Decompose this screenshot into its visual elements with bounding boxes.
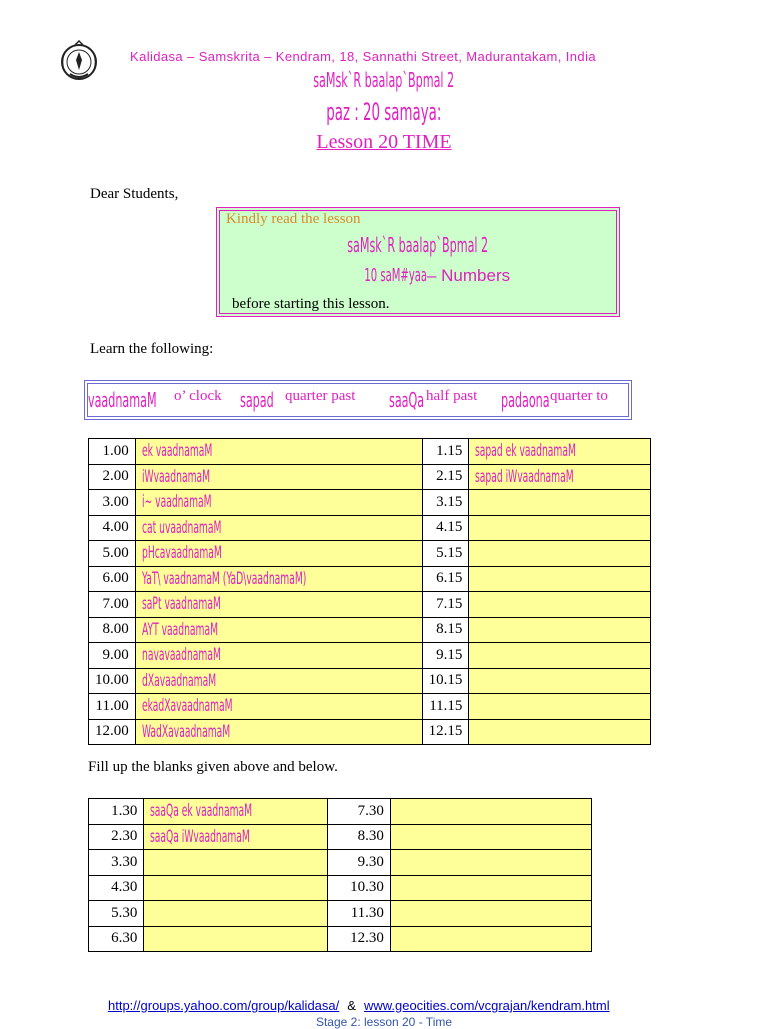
sanskrit-time-cell[interactable] — [144, 926, 327, 952]
sanskrit-time-cell[interactable] — [469, 694, 650, 720]
time-cell: 7.30 — [327, 799, 390, 825]
sanskrit-time-cell[interactable] — [135, 490, 422, 516]
time-cell: 6.15 — [422, 566, 469, 592]
time-cell: 3.30 — [89, 850, 144, 876]
time-cell: 8.15 — [422, 617, 469, 643]
term-quarter-past-en: quarter past — [285, 388, 356, 404]
sanskrit-time-text: cat uvaadnamaM — [141, 517, 222, 538]
footer-links — [108, 998, 688, 1013]
table-row — [89, 490, 651, 516]
header-address: Kalidasa – Samskrita – Kendram, 18, Sannathi Street, Madurantakam, India — [130, 49, 596, 64]
groups-link[interactable]: http://groups.yahoo.com/group/kalidasa/ — [108, 998, 340, 1013]
sanskrit-time-cell[interactable] — [469, 668, 650, 694]
term-oclock-en: o’ clock — [174, 388, 222, 404]
note-line-4: before starting this lesson. — [232, 296, 390, 312]
time-cell: 11.30 — [327, 901, 390, 927]
table-row — [89, 875, 592, 901]
sanskrit-time-cell[interactable] — [135, 439, 422, 465]
sanskrit-time-cell[interactable] — [135, 566, 422, 592]
sanskrit-time-cell[interactable] — [469, 515, 650, 541]
table-row — [89, 824, 592, 850]
lesson-title-devanagari: paz : 20 samaya: — [326, 98, 442, 126]
time-cell: 4.00 — [89, 515, 136, 541]
table-row — [89, 541, 651, 567]
note-line-1: Kindly read the lesson — [226, 211, 361, 227]
table-row — [89, 719, 651, 745]
sanskrit-time-cell[interactable] — [390, 799, 591, 825]
time-cell: 12.15 — [422, 719, 469, 745]
time-table-half-past — [88, 798, 592, 952]
sanskrit-time-cell[interactable] — [390, 926, 591, 952]
sanskrit-time-cell[interactable] — [390, 901, 591, 927]
sanskrit-time-cell[interactable] — [144, 799, 327, 825]
time-cell: 7.15 — [422, 592, 469, 618]
time-cell: 9.15 — [422, 643, 469, 669]
time-cell: 5.15 — [422, 541, 469, 567]
table-row — [89, 566, 651, 592]
sanskrit-time-cell[interactable] — [135, 668, 422, 694]
table-row — [89, 850, 592, 876]
learn-heading: Learn the following: — [90, 341, 214, 357]
sanskrit-time-cell[interactable] — [469, 617, 650, 643]
sanskrit-time-cell[interactable] — [469, 592, 650, 618]
greeting: Dear Students, — [90, 186, 179, 202]
sanskrit-time-cell[interactable] — [135, 617, 422, 643]
sanskrit-time-cell[interactable] — [390, 824, 591, 850]
sanskrit-time-cell[interactable] — [469, 464, 650, 490]
sanskrit-time-cell[interactable] — [135, 464, 422, 490]
sanskrit-time-cell[interactable] — [390, 875, 591, 901]
sanskrit-time-cell[interactable] — [135, 719, 422, 745]
sanskrit-time-cell[interactable] — [144, 824, 327, 850]
table-row — [89, 799, 592, 825]
time-cell: 1.30 — [89, 799, 144, 825]
sanskrit-time-cell[interactable] — [390, 850, 591, 876]
table-row — [89, 643, 651, 669]
table-row — [89, 694, 651, 720]
sanskrit-time-cell[interactable] — [135, 541, 422, 567]
table-row — [89, 926, 592, 952]
time-table-hours — [88, 438, 651, 745]
note-book-title: saMsk`R baalap`Bpmal 2 — [347, 233, 489, 257]
term-quarter-past: sapad — [240, 388, 274, 412]
sanskrit-time-cell[interactable] — [469, 490, 650, 516]
time-cell: 2.30 — [89, 824, 144, 850]
sanskrit-time-cell[interactable] — [469, 643, 650, 669]
time-cell: 11.00 — [89, 694, 136, 720]
time-cell: 12.30 — [327, 926, 390, 952]
sanskrit-time-cell[interactable] — [144, 850, 327, 876]
table-row — [89, 617, 651, 643]
time-cell: 12.00 — [89, 719, 136, 745]
note-lesson-title: 10 saM#yaa– Numbers — [364, 265, 511, 286]
term-quarter-to-en: quarter to — [550, 388, 608, 404]
time-cell: 7.00 — [89, 592, 136, 618]
time-cell: 4.15 — [422, 515, 469, 541]
sanskrit-time-text: dXavaadnamaM — [141, 670, 216, 691]
sanskrit-time-text: YaT\ vaadnamaM (YaD\vaadnamaM) — [141, 568, 307, 589]
sanskrit-time-text: iWvaadnamaM — [141, 466, 210, 487]
sanskrit-time-cell[interactable] — [135, 592, 422, 618]
geocities-link[interactable]: www.geocities.com/vcgrajan/kendram.html — [363, 998, 610, 1013]
time-cell: 8.30 — [327, 824, 390, 850]
sanskrit-time-cell[interactable] — [144, 875, 327, 901]
term-half-past: saaQa — [389, 388, 425, 412]
time-cell: 2.00 — [89, 464, 136, 490]
footer-ampersand: & — [347, 998, 356, 1013]
term-quarter-to: padaona — [501, 388, 550, 412]
table-row — [89, 592, 651, 618]
time-cell: 4.30 — [89, 875, 144, 901]
book-title: saMsk`R baalap`Bpmal 2 — [313, 68, 455, 92]
time-cell: 10.30 — [327, 875, 390, 901]
time-cell: 8.00 — [89, 617, 136, 643]
time-cell: 3.15 — [422, 490, 469, 516]
sanskrit-time-text: pHcavaadnamaM — [141, 543, 222, 564]
sanskrit-time-text: WadXavaadnamaM — [141, 721, 230, 742]
time-cell: 1.00 — [89, 439, 136, 465]
table-row — [89, 901, 592, 927]
sanskrit-time-text: sapad iWvaadnamaM — [475, 466, 575, 487]
sanskrit-time-text: i~ vaadnamaM — [141, 492, 212, 513]
sanskrit-time-cell[interactable] — [469, 541, 650, 567]
table-row — [89, 464, 651, 490]
time-cell: 5.00 — [89, 541, 136, 567]
footer-page-label: Stage 2: lesson 20 - Time — [315, 1015, 453, 1029]
sanskrit-time-text: navavaadnamaM — [141, 645, 221, 666]
time-cell: 3.00 — [89, 490, 136, 516]
time-cell: 6.30 — [89, 926, 144, 952]
time-cell: 6.00 — [89, 566, 136, 592]
sanskrit-time-text: sapad ek vaadnamaM — [475, 441, 577, 462]
sanskrit-time-cell[interactable] — [144, 901, 327, 927]
term-oclock: vaadnamaM — [88, 388, 157, 412]
sanskrit-time-cell[interactable] — [469, 566, 650, 592]
table-row — [89, 515, 651, 541]
sanskrit-time-text: AYT vaadnamaM — [141, 619, 218, 640]
sanskrit-time-text: ekadXavaadnamaM — [141, 696, 233, 717]
sanskrit-time-cell[interactable] — [135, 643, 422, 669]
sanskrit-time-text: saPt vaadnamaM — [141, 594, 221, 615]
table-row — [89, 439, 651, 465]
sanskrit-time-cell[interactable] — [135, 694, 422, 720]
sanskrit-time-text: saaQa iWvaadnamaM — [150, 826, 251, 847]
sanskrit-time-cell[interactable] — [135, 515, 422, 541]
lesson-title: Lesson 20 TIME — [316, 131, 452, 153]
time-cell: 1.15 — [422, 439, 469, 465]
time-cell: 2.15 — [422, 464, 469, 490]
sanskrit-time-text: saaQa ek vaadnamaM — [150, 801, 253, 822]
sanskrit-time-cell[interactable] — [469, 439, 650, 465]
time-cell: 9.00 — [89, 643, 136, 669]
time-cell: 5.30 — [89, 901, 144, 927]
fill-instructions: Fill up the blanks given above and below. — [88, 759, 338, 775]
time-cell: 9.30 — [327, 850, 390, 876]
table-row — [89, 668, 651, 694]
time-cell: 10.00 — [89, 668, 136, 694]
time-cell: 11.15 — [422, 694, 469, 720]
time-cell: 10.15 — [422, 668, 469, 694]
sanskrit-time-cell[interactable] — [469, 719, 650, 745]
term-half-past-en: half past — [426, 388, 478, 404]
sanskrit-time-text: ek vaadnamaM — [141, 441, 213, 462]
